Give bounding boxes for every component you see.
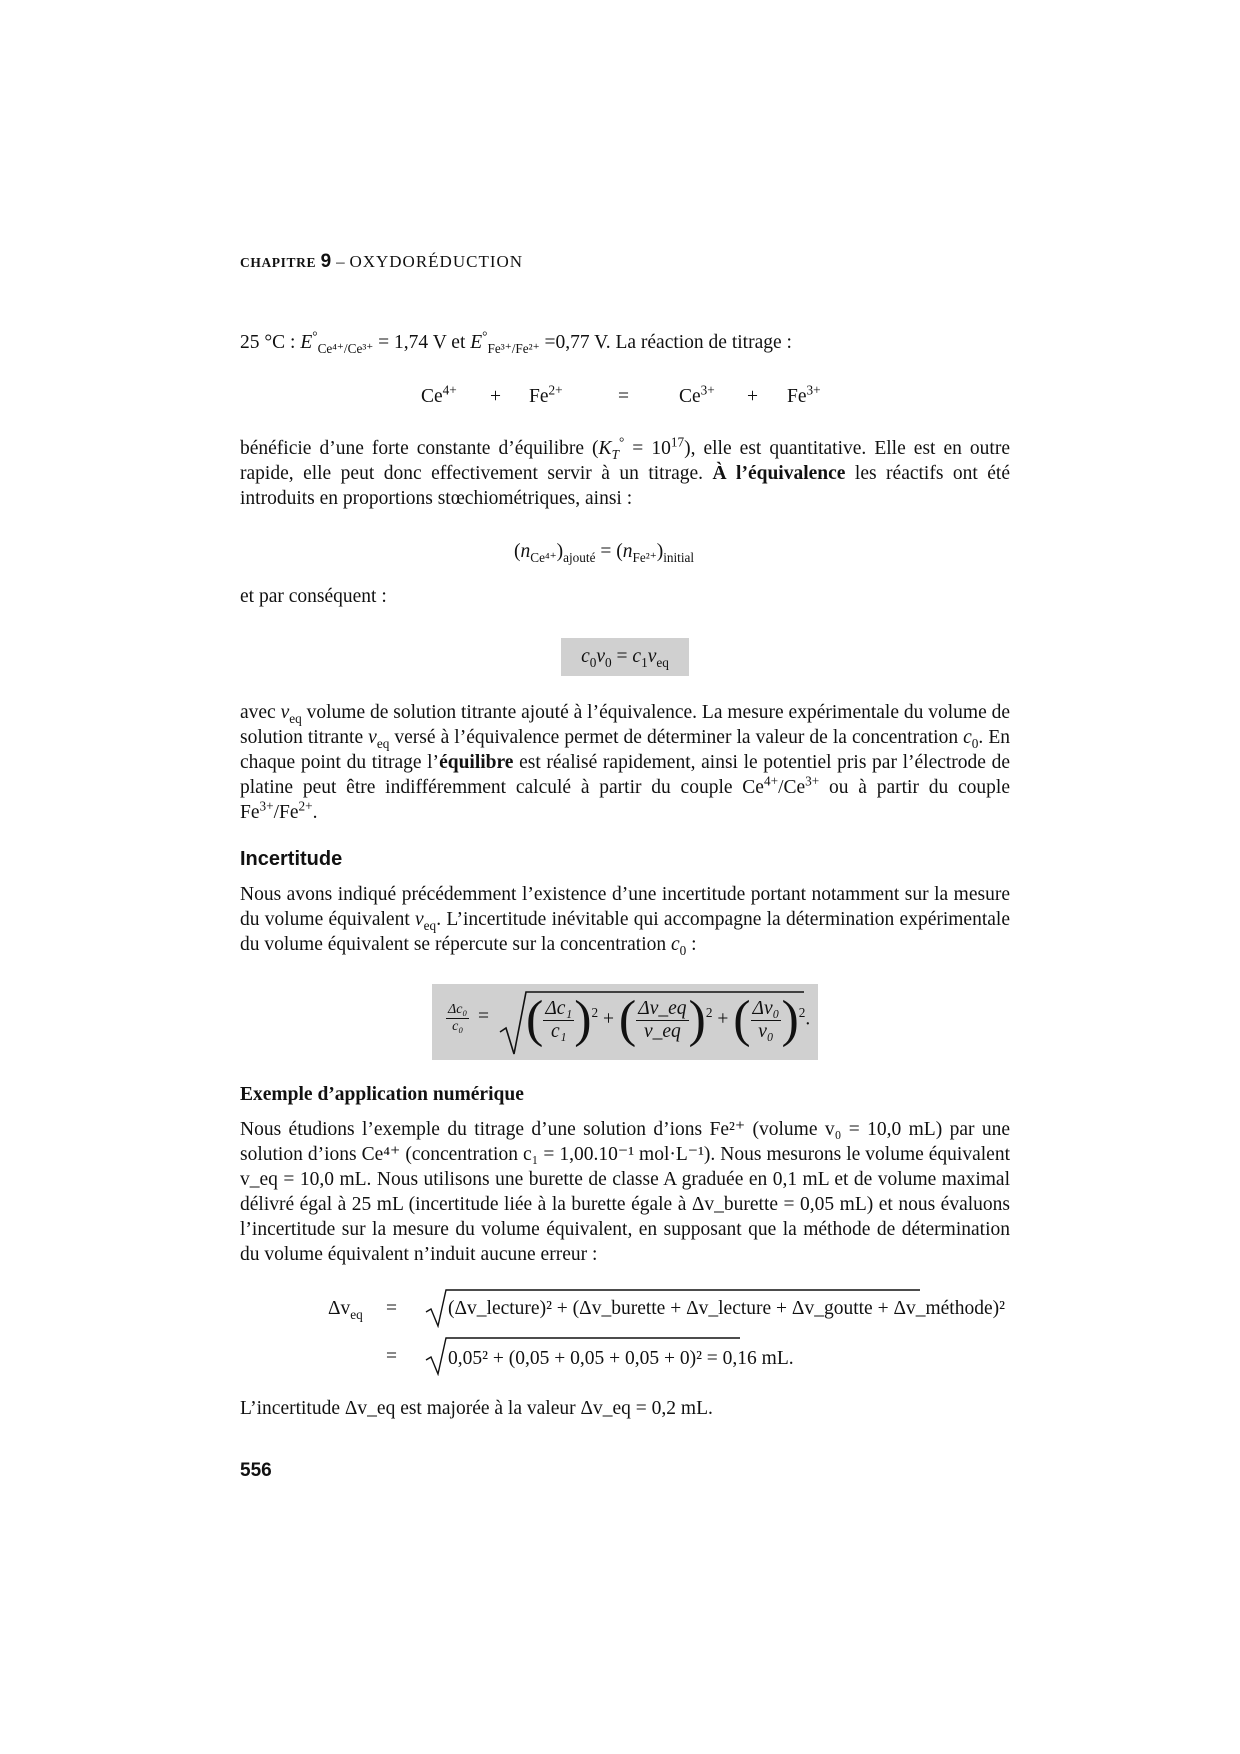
value-fe: =0,77 V. La réaction de titrage :	[539, 332, 792, 353]
intro-line	[240, 330, 792, 355]
chapter-title: OXYDORÉDUCTION	[349, 252, 524, 271]
calc-lhs: $\Delta v_{eq}$	[328, 1298, 363, 1322]
calc-equals-1: =	[386, 1298, 397, 1319]
e-symbol: E	[300, 332, 313, 353]
paragraph-volume: avec $v_{eq}$ volume de solution titrante ajouté à l’équivalence. La mesure expérimentale du volume de solution titrante $v_{eq}$ versé à l’équivalence permet de déterminer la valeur de la concentration $c_0$. En chaque point du titrage l’équilibre est réalisé rapidement, ainsi le potentiel pris par l’électrode de platine peut être indifféremment calculé à partir du couple $Ce^{4+}/Ce^{3+}$ ou à partir du couple $Fe^{3+}/Fe^{2+}$.	[240, 702, 1011, 823]
e-symbol-2: E	[470, 332, 483, 353]
moles-equation: $(n_{Ce^{4+}})_{ajouté} = (n_{Fe^{2+}})_{initial}$	[514, 541, 695, 565]
intro-temp: 25 °C :	[240, 332, 301, 353]
calc-line-1: (Δv_lecture)² + (Δv_burette + Δv_lecture + Δv_goutte + Δv_méthode)²	[448, 1298, 1005, 1319]
calc-line-2: 0,05² + (0,05 + 0,05 + 0,05 + 0)² = 0,16 mL.	[448, 1348, 794, 1369]
plus-1: +	[490, 386, 501, 407]
value-ce: = 1,74 V et	[373, 332, 471, 353]
uncertainty-formula	[432, 984, 818, 1060]
section-heading-incertitude: Incertitude	[240, 848, 343, 870]
bold-equivalence: À l’équivalence	[712, 463, 846, 484]
chapter-word: CHAPITRE	[240, 255, 317, 270]
boxed-equation: $c_0v_0 = c_1v_{eq}$	[561, 638, 689, 676]
calc-equals-2: =	[386, 1346, 397, 1367]
paragraph-equilibrium: bénéficie d’une forte constante d’équilibre $(K_T^\circ = 10^{17})$, elle est quantitative. Elle est en outre rapide, elle peut donc effectivement servir à un titrage. À l’équivalence les réactifs ont été introduits en proportions stœchiométriques, ainsi :	[240, 434, 1011, 509]
bold-equilibre: équilibre	[439, 752, 514, 773]
reactant-ce: $Ce^{4+}$	[421, 382, 457, 407]
couple-ce: Ce⁴⁺/Ce³⁺	[317, 340, 374, 356]
product-ce: $Ce^{3+}$	[679, 382, 715, 407]
section-heading-example: Exemple d’application numérique	[240, 1084, 524, 1105]
conclusion-line: L’incertitude Δv_eq est majorée à la valeur Δv_eq = 0,2 mL.	[240, 1398, 713, 1419]
page-number: 556	[240, 1460, 272, 1481]
product-fe: $Fe^{3+}$	[787, 382, 821, 407]
chapter-number: 9	[320, 251, 332, 272]
running-header	[240, 251, 523, 273]
formula-equals: =	[478, 1006, 489, 1027]
radicand: ( $\frac{\text{Δc₁}}{\text{c₁}}$ )$^2$ + ( $\frac{\Delta v\_eq}{v\_eq}$ )$^2$ + ( $\frac{\text{Δv₀}}{\text{v₀}}$ )$^2$.	[526, 991, 811, 1048]
paragraph-example: Nous étudions l’exemple du titrage d’une solution d’ions Fe²⁺ (volume v₀ = 10,0 mL) par une solution d’ions Ce⁴⁺ (concentration c₁ = 1,00.10⁻¹ mol·L⁻¹). Nous mesurons le volume équivalent v_eq = 10,0 mL. Nous utilisons une burette de classe A graduée en 0,1 mL et de volume maximal délivré égal à 25 mL (incertitude liée à la burette égale à Δv_burette = 0,05 mL) et nous évaluons l’incertitude sur la mesure du volume équivalent, en supposant que la méthode de détermination du volume équivalent n’induit aucune erreur :	[240, 1119, 1010, 1265]
degree-mark-2: °	[482, 328, 488, 344]
equals-sign: =	[618, 386, 629, 407]
degree-mark: °	[312, 328, 318, 344]
paragraph-incertitude: Nous avons indiqué précédemment l’existence d’une incertitude portant notamment sur la mesure du volume équivalent $v_{eq}$. L’incertitude inévitable qui accompagne la détermination expérimentale du volume équivalent se répercute sur la concentration $c_0$ :	[240, 884, 1010, 958]
plus-2: +	[747, 386, 758, 407]
couple-fe: Fe³⁺/Fe²⁺	[487, 340, 540, 356]
lhs-fraction: $\frac{\text{Δc₀}}{\text{c₀}}$	[448, 1002, 468, 1034]
consequent-line: et par conséquent :	[240, 586, 387, 607]
reaction-equation	[0, 382, 1240, 416]
header-dash: –	[336, 252, 345, 271]
reactant-fe: $Fe^{2+}$	[529, 382, 563, 407]
